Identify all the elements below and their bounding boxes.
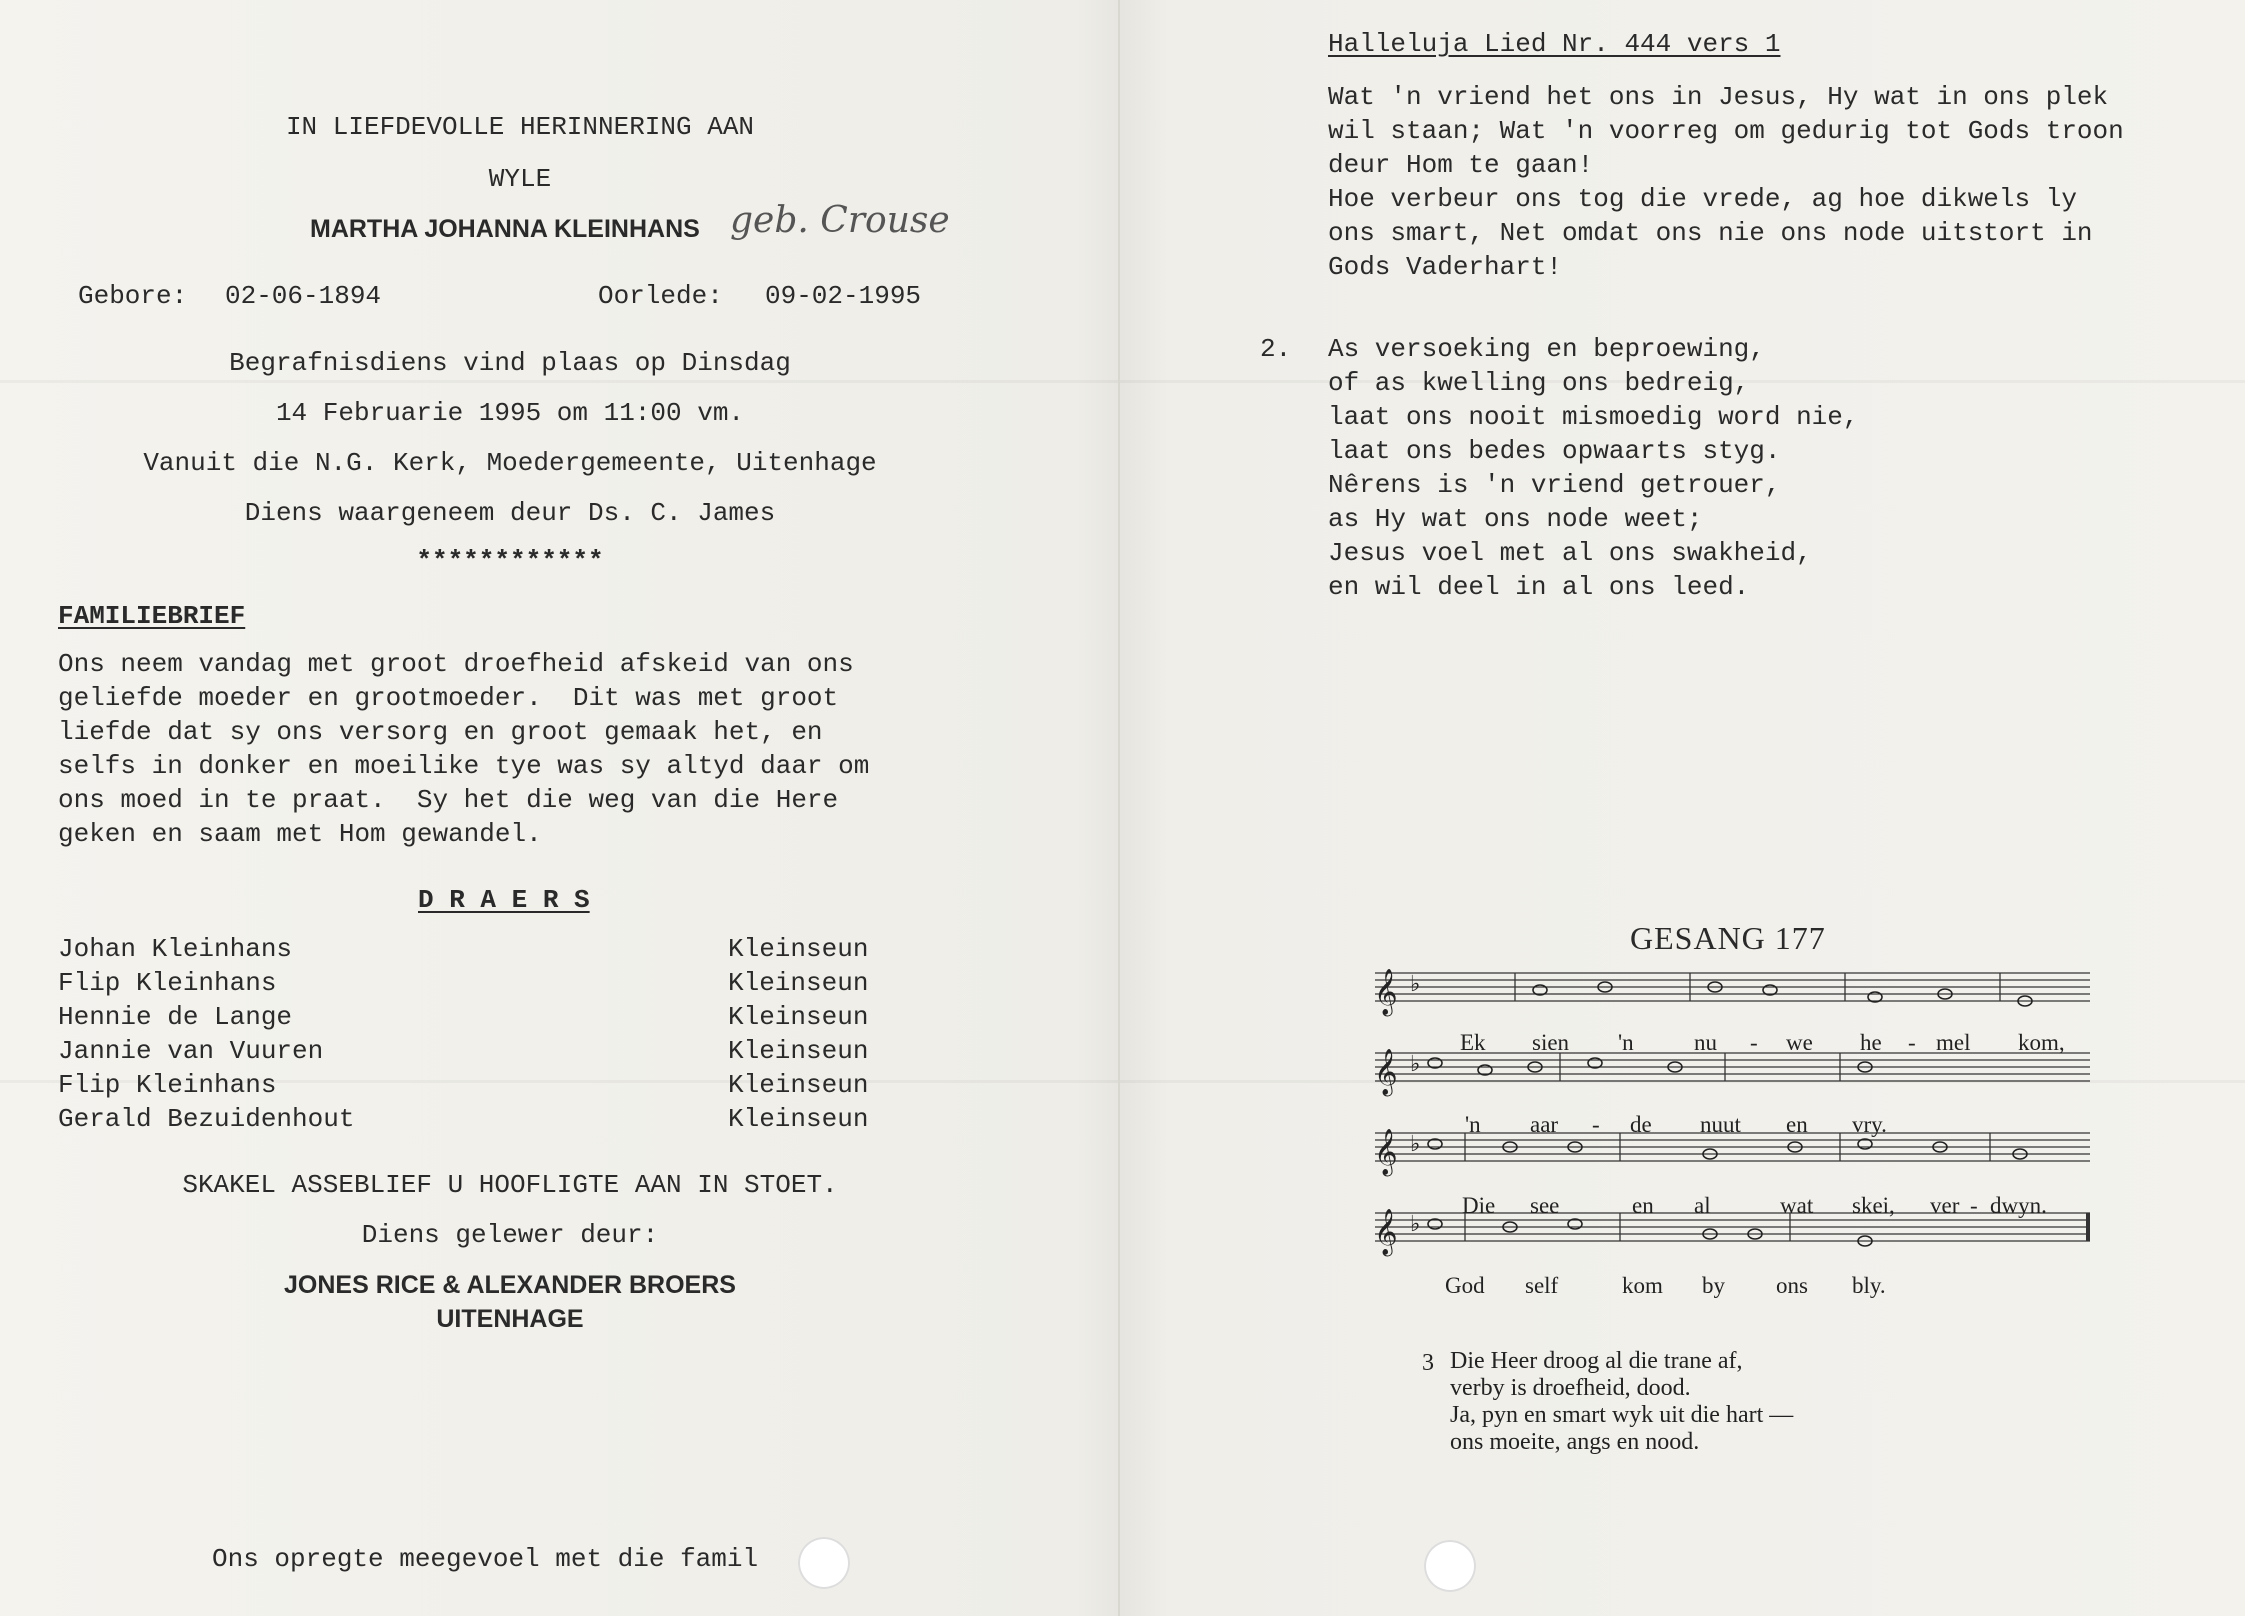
deceased-name: MARTHA JOHANNA KLEINHANS [310,215,700,243]
verse2-line: laat ons nooit mismoedig word nie, [1328,402,1859,432]
wyle-label: WYLE [488,164,552,194]
flat-icon: ♭ [1410,1131,1421,1156]
bearers-heading: D R A E R S [418,885,590,915]
verse1-line: Gods Vaderhart! [1328,252,1563,282]
gesang-title: GESANG 177 [1630,920,1826,956]
service-line: Vanuit die N.G. Kerk, Moedergemeente, Uitenhage [143,448,877,478]
staff-lyric: ons [1776,1273,1808,1298]
bearer-relation: Kleinseun [728,1104,869,1134]
staff-lyric: kom [1622,1273,1663,1298]
staff-lyric: ver [1930,1193,1960,1218]
staff-2 [1375,1053,2090,1081]
bearer-name: Gerald Bezuidenhout [58,1104,355,1134]
died-label: Oorlede: [598,281,723,311]
staff-lyric: al [1694,1193,1711,1218]
verse2-line: Nêrens is 'n vriend getrouer, [1328,470,1781,500]
verse2-line: of as kwelling ons bedreig, [1328,368,1750,398]
verse3-number: 3 [1422,1350,1434,1376]
verse3-line: ons moeite, angs en nood. [1450,1429,1700,1455]
staff-lyric: wat [1780,1193,1814,1218]
hymn-title: Halleluja Lied Nr. 444 vers 1 [1328,29,1781,59]
staff-lyric: sien [1532,1030,1570,1055]
staff-lyric: - [1908,1030,1916,1055]
headlights-notice: SKAKEL ASSEBLIEF U HOOFLIGTE AAN IN STOET. [182,1170,838,1200]
staff-lyric: nuut [1700,1112,1741,1137]
staff-lyric: by [1702,1273,1725,1298]
undertaker-name: JONES RICE & ALEXANDER BROERS [284,1271,736,1299]
treble-clef-icon: 𝄞 [1374,1049,1398,1094]
bearer-relation: Kleinseun [728,1036,869,1066]
staff-lyric: bly. [1852,1273,1886,1298]
staff-lyric: Die [1462,1193,1496,1218]
staff-lyric: skei, [1852,1193,1895,1218]
verse1-line: wil staan; Wat 'n voorreg om gedurig tot Gods troon [1328,116,2124,146]
flat-icon: ♭ [1410,1051,1421,1076]
paper-crease [0,380,2245,383]
staff-lyric: Ek [1460,1030,1486,1055]
verse2-line: Jesus voel met al ons swakheid, [1328,538,1812,568]
staff-lyric: - [1750,1030,1758,1055]
flat-icon: ♭ [1410,971,1421,996]
delivered-by-label: Diens gelewer deur: [361,1220,659,1250]
stars-divider: ************ [416,546,604,576]
staff-1 [1375,973,2090,1001]
staff-lyric: kom, [2018,1030,2065,1055]
staff-lyric: he [1860,1030,1882,1055]
bearer-relation: Kleinseun [728,968,869,998]
treble-clef-icon: 𝄞 [1374,1129,1398,1174]
staff-lyric: aar [1530,1112,1559,1137]
letter-line: Ons neem vandag met groot droefheid afskeid van ons [58,649,854,679]
letter-line: selfs in donker en moeilike tye was sy altyd daar om [58,751,870,781]
service-line: Diens waargeneem deur Ds. C. James [244,498,776,528]
verse2-line: laat ons bedes opwaarts styg. [1328,436,1781,466]
treble-clefs [1374,969,1398,1257]
handwritten-maiden-name: geb. Crouse [730,200,950,241]
verse3-line: verby is droefheid, dood. [1450,1375,1691,1401]
staff-lyric: - [1592,1112,1600,1137]
born-label: Gebore: [78,281,188,311]
staff-lyric: 'n [1618,1030,1634,1055]
verse3-line: Ja, pyn en smart wyk uit die hart — [1450,1402,1794,1428]
verse1-line: ons smart, Net omdat ons nie ons node uitstort in [1328,218,2093,248]
bearer-name: Jannie van Vuuren [58,1036,324,1066]
staff-lyric: dwyn. [1990,1193,2047,1218]
verse2-number: 2. [1260,334,1292,364]
bearer-relation: Kleinseun [728,1002,869,1032]
letter-heading: FAMILIEBRIEF [58,601,246,631]
staff-lyric: - [1970,1193,1978,1218]
letter-line: ons moed in te praat. Sy het die weg van die Here [58,785,839,815]
letter-line: liefde dat sy ons versorg en groot gemaak het, en [58,717,823,747]
staff-lyric: nu [1694,1030,1717,1055]
died-date: 09-02-1995 [765,281,922,311]
staff-lyric: 'n [1465,1112,1481,1137]
punch-hole [1424,1540,1476,1592]
bearer-relation: Kleinseun [728,934,869,964]
key-signatures [1410,971,1420,1236]
service-line: Begrafnisdiens vind plaas op Dinsdag [229,348,791,378]
memorial-heading: IN LIEFDEVOLLE HERINNERING AAN [285,112,755,142]
flat-icon: ♭ [1410,1211,1421,1236]
staff-lyric: vry. [1852,1112,1887,1137]
treble-clef-icon: 𝄞 [1374,969,1398,1014]
bearer-name: Flip Kleinhans [58,1070,277,1100]
condolence-line: Ons opregte meegevoel met die famil [212,1544,759,1574]
undertaker-town: UITENHAGE [436,1305,584,1333]
verse2-line: As versoeking en beproewing, [1328,334,1765,364]
center-fold [1118,0,1120,1616]
verse1-line: deur Hom te gaan! [1328,150,1594,180]
verse2-line: as Hy wat ons node weet; [1328,504,1703,534]
verse1-line: Hoe verbeur ons tog die vrede, ag hoe dikwels ly [1328,184,2077,214]
treble-clef-icon: 𝄞 [1374,1209,1398,1254]
verse1-line: Wat 'n vriend het ons in Jesus, Hy wat in ons plek [1328,82,2109,112]
bearer-relation: Kleinseun [728,1070,869,1100]
letter-line: geliefde moeder en grootmoeder. Dit was met groot [58,683,839,713]
bearer-name: Flip Kleinhans [58,968,277,998]
verse3-line: Die Heer droog al die trane af, [1450,1348,1743,1374]
staff-lyric: see [1530,1193,1560,1218]
born-date: 02-06-1894 [225,281,382,311]
punch-hole [798,1537,850,1589]
bearer-name: Hennie de Lange [58,1002,293,1032]
staff-lyric: God [1445,1273,1485,1298]
staff-lyric: en [1632,1193,1654,1218]
staff-lyric: de [1630,1112,1652,1137]
verse2-line: en wil deel in al ons leed. [1328,572,1750,602]
staff-lyric: self [1525,1273,1559,1298]
letter-line: geken en saam met Hom gewandel. [58,819,542,849]
service-line: 14 Februarie 1995 om 11:00 vm. [275,398,745,428]
staff-lyric: we [1786,1030,1813,1055]
staff-lyric: mel [1936,1030,1971,1055]
staff-lyric: en [1786,1112,1808,1137]
bearer-name: Johan Kleinhans [58,934,293,964]
